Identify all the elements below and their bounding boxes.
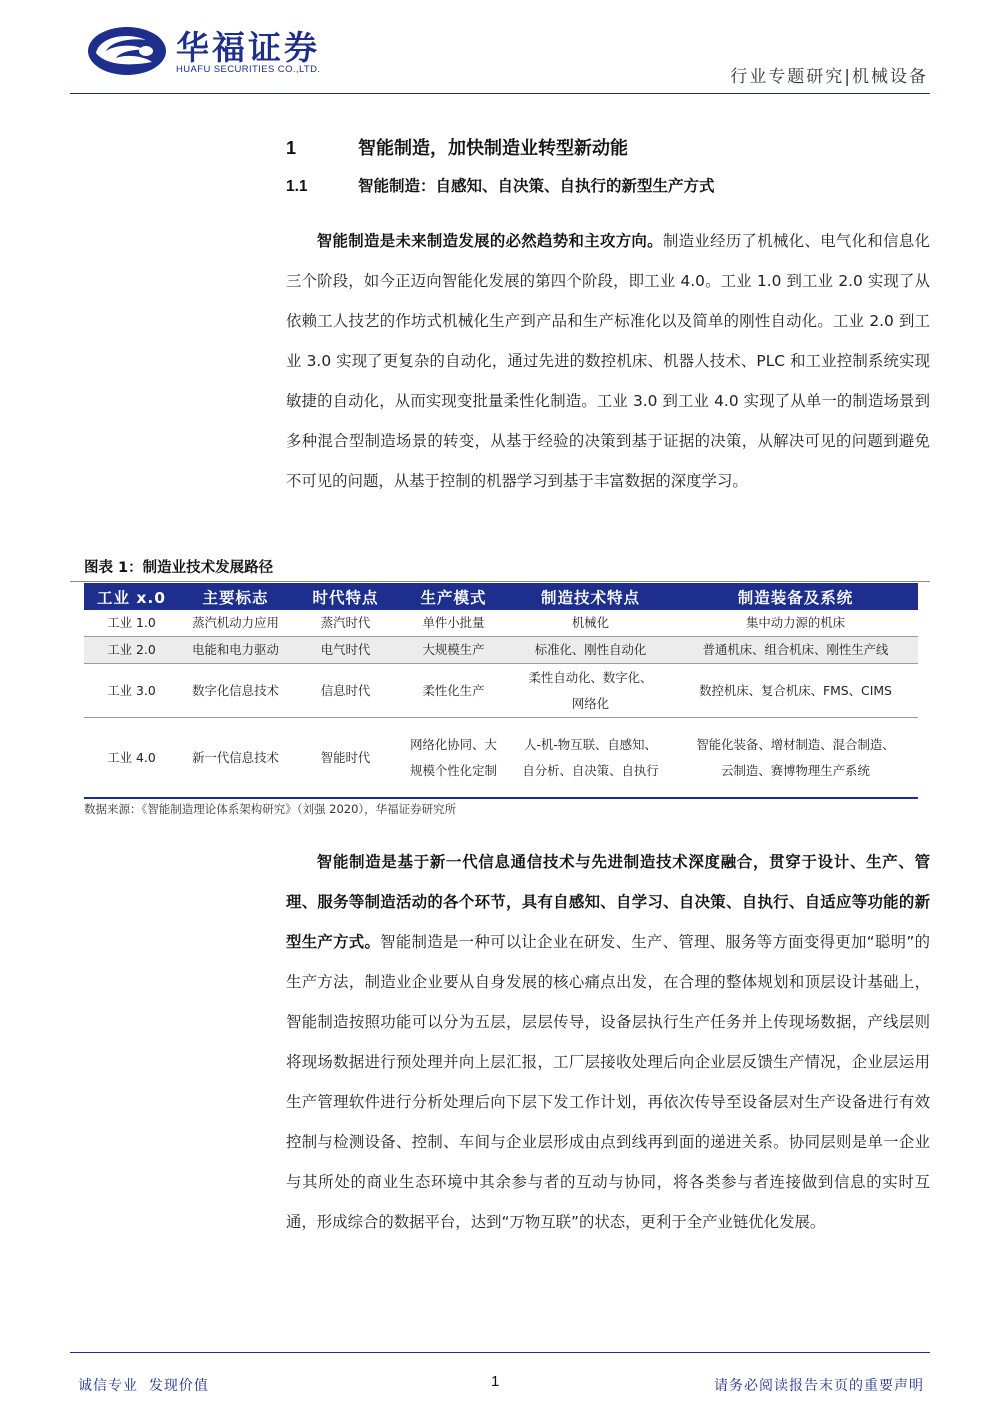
table-header-cell: 制造技术特点 bbox=[508, 583, 673, 610]
figure-source: 数据来源：《智能制造理论体系架构研究》（刘强 2020），华福证券研究所 bbox=[84, 802, 457, 816]
table-cell: 人-机-物互联、自感知、自分析、自决策、自执行 bbox=[508, 718, 673, 799]
section-title: 智能制造，加快制造业转型新动能 bbox=[358, 138, 628, 159]
technology-path-table bbox=[84, 583, 918, 799]
section-heading bbox=[286, 134, 628, 160]
subsection-number: 1.1 bbox=[286, 178, 308, 195]
figure-title: 图表 1：制造业技术发展路径 bbox=[84, 560, 274, 576]
subsection-heading bbox=[286, 174, 715, 196]
table-cell: 蒸汽时代 bbox=[292, 610, 399, 637]
table-header-cell: 制造装备及系统 bbox=[673, 583, 918, 610]
table-row bbox=[84, 718, 918, 799]
intro-paragraph-lead: 智能制造是未来制造发展的必然趋势和主攻方向。 bbox=[316, 232, 663, 250]
table-header-row bbox=[84, 583, 918, 610]
figure-title-divider bbox=[70, 581, 930, 582]
table-cell: 单件小批量 bbox=[399, 610, 508, 637]
footer-disclaimer-note: 请务必阅读报告末页的重要声明 bbox=[714, 1378, 924, 1394]
page-number: 1 bbox=[491, 1373, 500, 1390]
definition-paragraph bbox=[286, 842, 930, 1242]
table-cell: 信息时代 bbox=[292, 664, 399, 718]
table-cell: 智能化装备、增材制造、混合制造、云制造、赛博物理生产系统 bbox=[673, 718, 918, 799]
table-row bbox=[84, 610, 918, 637]
table-header-cell: 工业 x.0 bbox=[84, 583, 179, 610]
section-number: 1 bbox=[286, 138, 297, 158]
table-cell: 集中动力源的机床 bbox=[673, 610, 918, 637]
table-row bbox=[84, 664, 918, 718]
table-cell: 数字化信息技术 bbox=[179, 664, 292, 718]
table-cell: 机械化 bbox=[508, 610, 673, 637]
intro-paragraph-body: 制造业经历了机械化、电气化和信息化三个阶段，如今正迈向智能化发展的第四个阶段，即工业 4.0。工业 1.0 到工业 2.0 实现了从依赖工人技艺的作坊式机械化生产到产品和生产标准化以及简单的刚性自动化。工业 2.0 到工业 3.0 实现了更复杂的自动化，通过先进的数控机床、机器人技术、PLC 和工业控制系统实现敏捷的自动化，从而实现变批量柔性化制造。工业 3.0 到工业 4.0 实现了从单一的制造场景到多种混合型制造场景的转变，从基于经验的决策到基于证据的决策，从解决可见的问题到避免不可见的问题，从基于控制的机器学习到基于丰富数据的深度学习。 bbox=[286, 232, 930, 490]
subsection-title: 智能制造：自感知、自决策、自执行的新型生产方式 bbox=[358, 177, 715, 195]
table-cell: 标准化、刚性自动化 bbox=[508, 637, 673, 664]
table-header-cell: 主要标志 bbox=[179, 583, 292, 610]
header-divider bbox=[70, 93, 930, 94]
table-cell: 工业 1.0 bbox=[84, 610, 179, 637]
table-cell: 新一代信息技术 bbox=[179, 718, 292, 799]
table-cell: 大规模生产 bbox=[399, 637, 508, 664]
table-cell: 普通机床、组合机床、刚性生产线 bbox=[673, 637, 918, 664]
footer-slogan: 诚信专业 发现价值 bbox=[78, 1378, 209, 1394]
footer-divider bbox=[70, 1352, 930, 1353]
table-cell: 蒸汽机动力应用 bbox=[179, 610, 292, 637]
table-cell: 电能和电力驱动 bbox=[179, 637, 292, 664]
table-cell: 电气时代 bbox=[292, 637, 399, 664]
report-category: 行业专题研究|机械设备 bbox=[730, 67, 928, 87]
table-cell: 工业 4.0 bbox=[84, 718, 179, 799]
table-cell: 工业 2.0 bbox=[84, 637, 179, 664]
table-cell: 柔性化生产 bbox=[399, 664, 508, 718]
table-header-cell: 生产模式 bbox=[399, 583, 508, 610]
table-cell: 智能时代 bbox=[292, 718, 399, 799]
table-row bbox=[84, 637, 918, 664]
huafu-logo-icon bbox=[86, 24, 168, 78]
definition-paragraph-body: 智能制造是一种可以让企业在研发、生产、管理、服务等方面变得更加“聪明”的生产方法，制造业企业要从自身发展的核心痛点出发，在合理的整体规划和顶层设计基础上，智能制造按照功能可以分为五层，层层传导，设备层执行生产任务并上传现场数据，产线层则将现场数据进行预处理并向上层汇报，工厂层接收处理后向企业层反馈生产情况，企业层运用生产管理软件进行分析处理后向下层下发工作计划，再依次传导至设备层对生产设备进行有效控制与检测设备、控制、车间与企业层形成由点到线再到面的递进关系。协同层则是单一企业与其所处的商业生态环境中其余参与者的互动与协同，将各类参与者连接做到信息的实时互通，形成综合的数据平台，达到“万物互联”的状态，更利于全产业链优化发展。 bbox=[286, 933, 930, 1231]
logo-chinese-name: 华福证券 bbox=[176, 28, 320, 67]
definition-paragraph-lead: 智能制造是基于新一代信息通信技术与先进制造技术深度融合，贯穿于设计、生产、管理、服务等制造活动的各个环节，具有自感知、自学习、自决策、自执行、自适应等功能的新型生产方式。 bbox=[286, 853, 930, 951]
table-cell: 数控机床、复合机床、FMS、CIMS bbox=[673, 664, 918, 718]
table-cell: 柔性自动化、数字化、网络化 bbox=[508, 664, 673, 718]
logo-english-name: HUAFU SECURITIES CO.,LTD. bbox=[176, 64, 321, 75]
page-header bbox=[0, 0, 1000, 96]
table-header-cell: 时代特点 bbox=[292, 583, 399, 610]
intro-paragraph bbox=[286, 221, 930, 501]
table-cell: 网络化协同、大规模个性化定制 bbox=[399, 718, 508, 799]
table-cell: 工业 3.0 bbox=[84, 664, 179, 718]
